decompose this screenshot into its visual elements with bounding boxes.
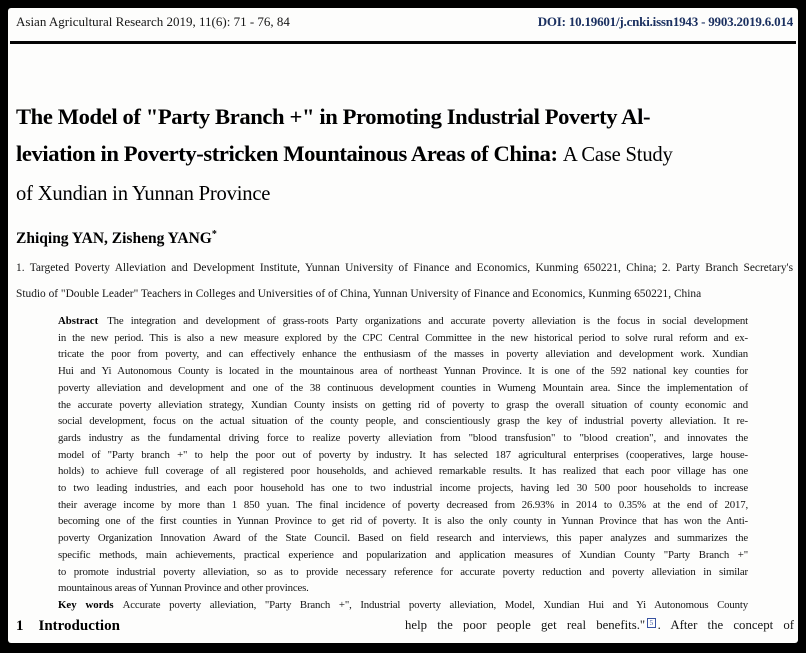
page-header xyxy=(16,14,793,30)
abstract-line: gards industry as the fundamental driving force to realize poverty alleviation from "blood transfusion" to "blood creation", and innovates the xyxy=(58,431,748,444)
abstract-line: Key words Accurate poverty alleviation, "Party Branch +", Industrial poverty alleviation, Model, Xundian Hui and Yi Autonomous County xyxy=(58,598,749,611)
bold-label: Abstract xyxy=(58,315,99,327)
header-rule xyxy=(10,41,796,44)
doi-text: DOI: 10.19601/j.cnki.issn1943 - 9903.2019.6.014 xyxy=(537,14,793,29)
paper-page xyxy=(8,8,798,643)
right-column-text: help the poor people get real benefits." 5 . After the concept of xyxy=(405,618,795,632)
abstract-line: social development, focus on the actual situation of the county people, and conscientiously grasp the key of industrial poverty alleviation. It re- xyxy=(58,415,748,428)
abstract-line: mountainous areas of Yunnan Province and other provinces. xyxy=(58,582,309,595)
abstract-line: holds) to achieve full coverage of all registered poor households, and achieved remarkable results. It has realized that each poor village has one xyxy=(58,465,748,478)
abstract-line: to two leading industries, and each poor household has one to two industrial income projects, having led 30 500 poor households to increase xyxy=(58,482,748,495)
abstract-line: tricate the poor from poverty, and can effectively enhance the enthusiasm of the masses in poverty alleviation and development work. Xundian xyxy=(58,348,748,361)
affiliations xyxy=(16,255,793,307)
abstract-line: model of "Party branch +" to help the poor out of poverty by industry. It has selected 187 agricultural enterprises (cooperatives, large house- xyxy=(58,448,748,461)
abstract-line: the accurate poverty alleviation strategy, Xundian County insists on getting rid of poverty to grasp the overall situation of county economic and xyxy=(58,398,748,411)
bold-label: Key words xyxy=(58,598,114,611)
abstract-line: poverty Organization Innovation Award of the State Council. Based on field research and interviews, this paper analyzes and summarizes the xyxy=(58,532,748,545)
title-line xyxy=(16,135,796,174)
abstract-line: their average income by more than 1 850 yuan. The final incidence of poverty decreased from 26.93% in 2014 to 0.35% at the end of 2017, xyxy=(58,498,748,511)
abstract-line: Abstract The integration and development of grass-roots Party organizations and accurate poverty alleviation is the focus in social development xyxy=(58,315,748,327)
abstract-block xyxy=(58,313,748,614)
affiliation-line: Studio of "Double Leader" Teachers in Colleges and Universities of of China, Yunnan University of Finance and Economics, Kunming 650221, China xyxy=(16,288,702,300)
abstract-line: Hui and Yi Autonomous County is located in the mountainous area of northeast Yunnan Province. It is one of the 592 national key counties for xyxy=(58,365,748,378)
title-text: leviation in Poverty-stricken Mountainous Areas of China: xyxy=(16,141,563,166)
journal-citation: Asian Agricultural Research 2019, 11(6): 71 - 76, 84 xyxy=(16,14,290,29)
title-text: The Model of "Party Branch +" in Promoting Industrial Poverty Al- xyxy=(16,104,651,129)
title-text: A Case Study xyxy=(562,144,673,166)
reference-link[interactable]: 5 xyxy=(647,618,656,628)
section-number: 1 xyxy=(16,618,24,634)
section-heading xyxy=(16,618,120,635)
author-asterisk: * xyxy=(211,229,217,240)
author-names xyxy=(16,229,217,248)
abstract-line: poverty alleviation and development and one of the 38 continuous development counties in Wumeng Mountain area. Since the implementation of xyxy=(58,381,748,394)
section-title: Introduction xyxy=(38,618,120,634)
affiliation-line: 1. Targeted Poverty Alleviation and Development Institute, Yunnan University of Finance and Economics, Kunming 650221, China; 2. Party Branch Secretary's xyxy=(16,262,793,274)
title-line xyxy=(16,98,796,135)
title-text: of Xundian in Yunnan Province xyxy=(16,183,271,205)
abstract-line: becoming one of the first counties in Yunnan Province to get rid of poverty. It is also the only county in Yunnan Province that has won the Anti- xyxy=(58,515,748,528)
title-line xyxy=(16,174,796,213)
paper-title xyxy=(16,98,796,213)
abstract-line: in the new period. This is also a new measure explored by the CPC Central Committee in the new historical period to solve rural reform and ex- xyxy=(58,331,748,344)
abstract-line: specific methods, main achievements, practical experience and popularization and application measures of Xundian County "Party Branch +" xyxy=(58,548,748,561)
abstract-line: to promote industrial poverty alleviation, so as to provide necessary reference for accurate poverty reduction and poverty alleviation in similar xyxy=(58,565,748,578)
author-names-text: Zhiqing YAN, Zisheng YANG xyxy=(16,230,212,248)
